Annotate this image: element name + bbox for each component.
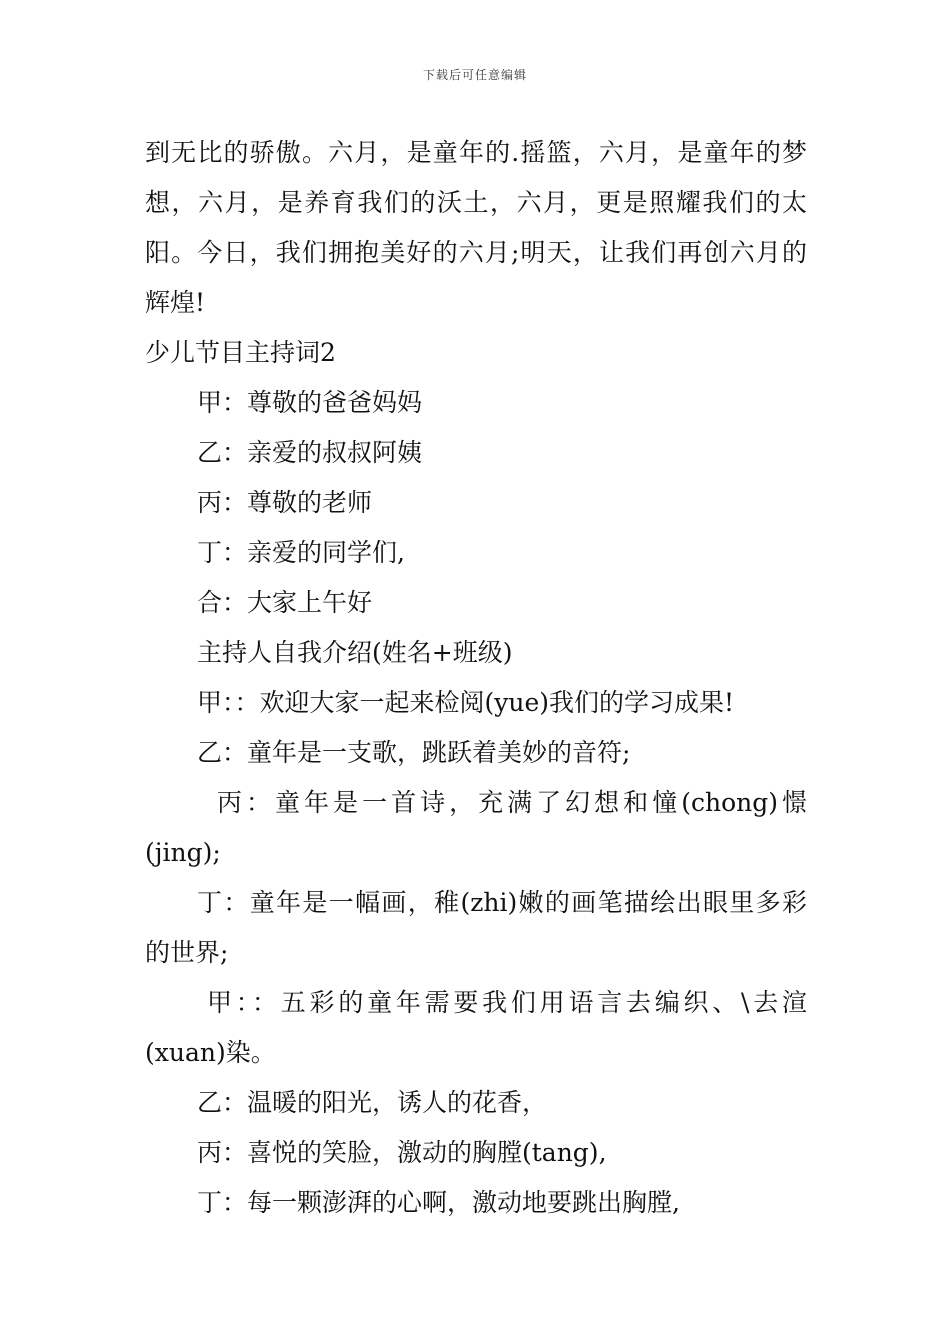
script-line: 甲：：欢迎大家一起来检阅(yue)我们的学习成果!	[197, 688, 735, 717]
script-line: 丙：喜悦的笑脸，激动的胸膛(tang),	[197, 1138, 607, 1167]
script-line: 丁：每一颗澎湃的心啊，激动地要跳出胸膛,	[197, 1188, 680, 1217]
script-line: 甲：尊敬的爸爸妈妈	[197, 388, 423, 417]
script-line: 丁：亲爱的同学们,	[197, 538, 405, 567]
script-line: 乙：童年是一支歌，跳跃着美妙的音符;	[197, 738, 631, 767]
script-line: 丁：童年是一幅画，稚(zhi)嫩的画笔描绘出眼里多彩	[197, 888, 807, 917]
script-line: 丙：尊敬的老师	[197, 488, 373, 517]
script-line: 甲：：五彩的童年需要我们用语言去编织、\去渲	[207, 988, 807, 1017]
paragraph-line: 到无比的骄傲。六月，是童年的.摇篮，六月，是童年的梦	[145, 138, 807, 167]
script-line: 丙：童年是一首诗，充满了幻想和憧(chong)憬	[217, 788, 807, 817]
script-line-continued: 的世界;	[145, 938, 229, 967]
section-title: 少儿节目主持词2	[145, 338, 336, 367]
script-line: 主持人自我介绍(姓名+班级)	[197, 638, 513, 667]
page-header: 下载后可任意编辑	[422, 68, 527, 82]
paragraph-line: 辉煌!	[145, 288, 206, 317]
script-line-continued: (jing);	[145, 838, 221, 867]
script-line: 乙：温暖的阳光，诱人的花香，	[197, 1088, 548, 1117]
document-body	[145, 128, 807, 1228]
paragraph-line: 想，六月，是养育我们的沃土，六月，更是照耀我们的太	[145, 188, 807, 217]
script-line-continued: (xuan)染。	[145, 1038, 276, 1067]
script-line: 合：大家上午好	[197, 588, 373, 617]
script-line: 乙：亲爱的叔叔阿姨	[197, 438, 423, 467]
paragraph-line: 阳。今日，我们拥抱美好的六月;明天，让我们再创六月的	[145, 238, 807, 267]
